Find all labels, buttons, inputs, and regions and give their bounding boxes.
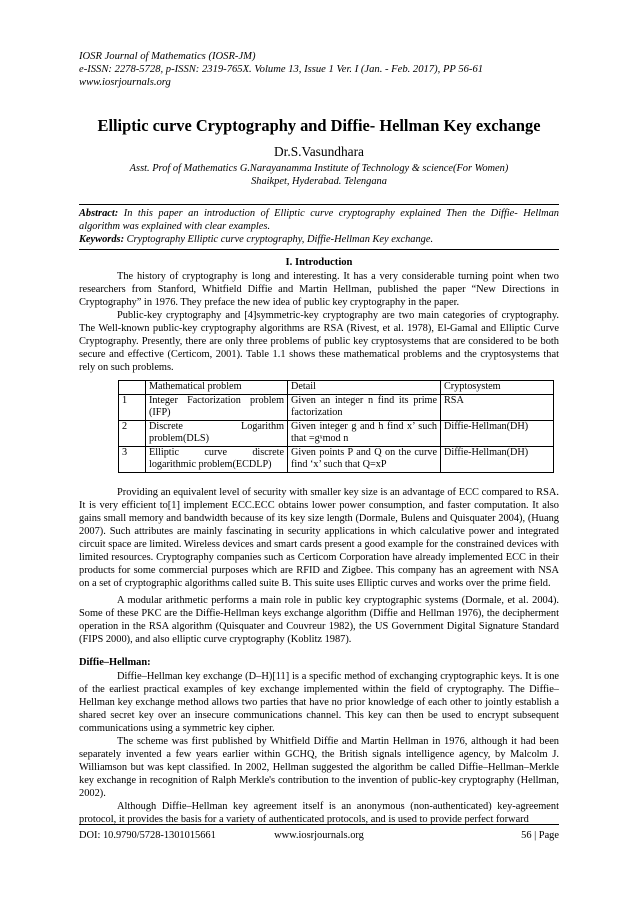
table-cell: 3: [119, 446, 146, 472]
table-header-cell: Mathematical problem: [146, 381, 288, 395]
table-cell: Diffie-Hellman(DH): [441, 446, 554, 472]
footer-doi: DOI: 10.9790/5728-1301015661: [79, 830, 216, 841]
keywords-text: Cryptography Elliptic curve cryptography, Diffie-Hellman Key exchange.: [124, 234, 434, 245]
footer-page-number: 56 | Page: [521, 830, 559, 841]
keywords-label: Keywords:: [79, 234, 125, 245]
table-row: [119, 446, 554, 472]
table-header-cell: [119, 381, 146, 395]
table-cell: Elliptic curve discrete logarithmic problem(ECDLP): [146, 446, 288, 472]
paragraph-3: Providing an equivalent level of security with smaller key size is an advantage of ECC compared to RSA. It is very efficient to[1] implement ECC.ECC obtains lower power consumption, and faster computation. It also gains small memory and bandwidth because of its key size length (Dormale, Bulens and Quisquater 2004), (Huang 2007). Such attributes are mainly fascinating in security applications in which calculative power and integrated circuit space are limited. Wireless devices and smart cards present a good example for the constrained devices with limited resources. Cryptography companies such as Certicom Corporation have already implemented ECC in their products for some commercial purposes which are RFID and Zigbee. This company has an agreement with NSA on a set of cryptographic algorithms called suite B. This suite uses Elliptic curves and works over the prime field.: [79, 487, 559, 589]
affiliation-line-2: Shaikpet, Hyderabad. Telengana: [251, 176, 387, 187]
problems-table: [118, 380, 554, 473]
table-cell: Diffie-Hellman(DH): [441, 420, 554, 446]
table-cell: Discrete Logarithm problem(DLS): [146, 420, 288, 446]
table-cell: RSA: [441, 394, 554, 420]
table-cell: Integer Factorization problem (IFP): [146, 394, 288, 420]
paragraph-1: The history of cryptography is long and interesting. It has a very considerable turning point when two researchers from Stanford, Whitfield Diffie and Martin Hellman, published the paper “New Directions in Cryptography” in 1976. They preface the new idea of public key cryptography in the paper.: [79, 271, 559, 308]
paragraph-4: A modular arithmetic performs a main role in public key cryptographic systems (Dormale, et al. 2004). Some of these PKC are the Diffie-Hellman keys exchange algorithm (Diffie and Hellman 1976), the decipherment operation in the RSA algorithm (Quisquater and Couvreur 1982), the US Government Digital Signature Standard (FIPS 2000), and also elliptic curve cryptography (Koblitz 1987).: [79, 595, 559, 645]
affiliation: [79, 162, 559, 188]
journal-website[interactable]: www.iosrjournals.org: [79, 77, 171, 88]
abstract-top-rule: [79, 204, 559, 205]
paper-title: Elliptic curve Cryptography and Diffie- Hellman Key exchange: [97, 116, 541, 135]
table-header-cell: Detail: [288, 381, 441, 395]
abstract-text: In this paper an introduction of Elliptic curve cryptography explained Then the Diffie- Hellman algorithm was explained with clear examples.: [79, 208, 559, 232]
section-heading-introduction: I. Introduction: [285, 257, 353, 268]
paragraph-6: The scheme was first published by Whitfield Diffie and Martin Hellman in 1976, although it had been separately invented a few years earlier within GCHQ, the British signals intelligence agency, by Malcolm J. Williamson but was kept classified. In 2002, Hellman suggested the algorithm be called Diffie–Hellman–Merkle key exchange in recognition of Ralph Merkle's contribution to the invention of public-key cryptography (Hellman, 2002).: [79, 736, 559, 799]
table-header-row: [119, 381, 554, 395]
footer-rule: [79, 824, 559, 825]
affiliation-line-1: Asst. Prof of Mathematics G.Narayanamma Institute of Technology & science(For Women): [129, 163, 509, 174]
table-cell: 2: [119, 420, 146, 446]
paragraph-2: Public-key cryptography and [4]symmetric-key cryptography are two main categories of cryptography. The Well-known public-key cryptography algorithms are RSA (Rivest, et al. 1978), El-Gamal and Elliptic Curve Cryptography. Presently, there are only three problems of public key cryptosystems that are considered to be both secure and effective (Certicom, 2001). Table 1.1 shows these mathematical problems and the cryptosystems that rely on such problems.: [79, 310, 559, 373]
paragraph-5: Diffie–Hellman key exchange (D–H)[11] is a specific method of exchanging cryptographic keys. It is one of the earliest practical examples of key exchange implemented within the field of cryptography. The Diffie–Hellman key exchange method allows two parties that have no prior knowledge of each other to jointly establish a shared secret key over an insecure communications channel. This key can then be used to encrypt subsequent communications using a symmetric key cipher.: [79, 671, 559, 734]
abstract: [79, 207, 559, 233]
table-row: [119, 394, 554, 420]
table-cell: Given points P and Q on the curve find ‘x’ such that Q=xP: [288, 446, 441, 472]
paragraph-7: Although Diffie–Hellman key agreement itself is an anonymous (non-authenticated) key-agreement protocol, it provides the basis for a variety of authenticated protocols, and is used to provide perfect forward: [79, 801, 559, 825]
table-header-cell: Cryptosystem: [441, 381, 554, 395]
journal-issn: e-ISSN: 2278-5728, p-ISSN: 2319-765X. Volume 13, Issue 1 Ver. I (Jan. - Feb. 2017), PP 56-61: [79, 64, 484, 75]
table-cell: Given integer g and h find x’ such that =gˣmod n: [288, 420, 441, 446]
journal-name: IOSR Journal of Mathematics (IOSR-JM): [79, 51, 256, 62]
keywords: [79, 234, 559, 245]
footer-website[interactable]: www.iosrjournals.org: [274, 830, 364, 841]
table-cell: Given an integer n find its prime factorization: [288, 394, 441, 420]
subheading-diffie-hellman: Diffie–Hellman:: [79, 657, 151, 668]
author-name: Dr.S.Vasundhara: [274, 144, 364, 159]
abstract-bottom-rule: [79, 249, 559, 250]
abstract-label: Abstract:: [79, 208, 119, 219]
table-row: [119, 420, 554, 446]
table-cell: 1: [119, 394, 146, 420]
